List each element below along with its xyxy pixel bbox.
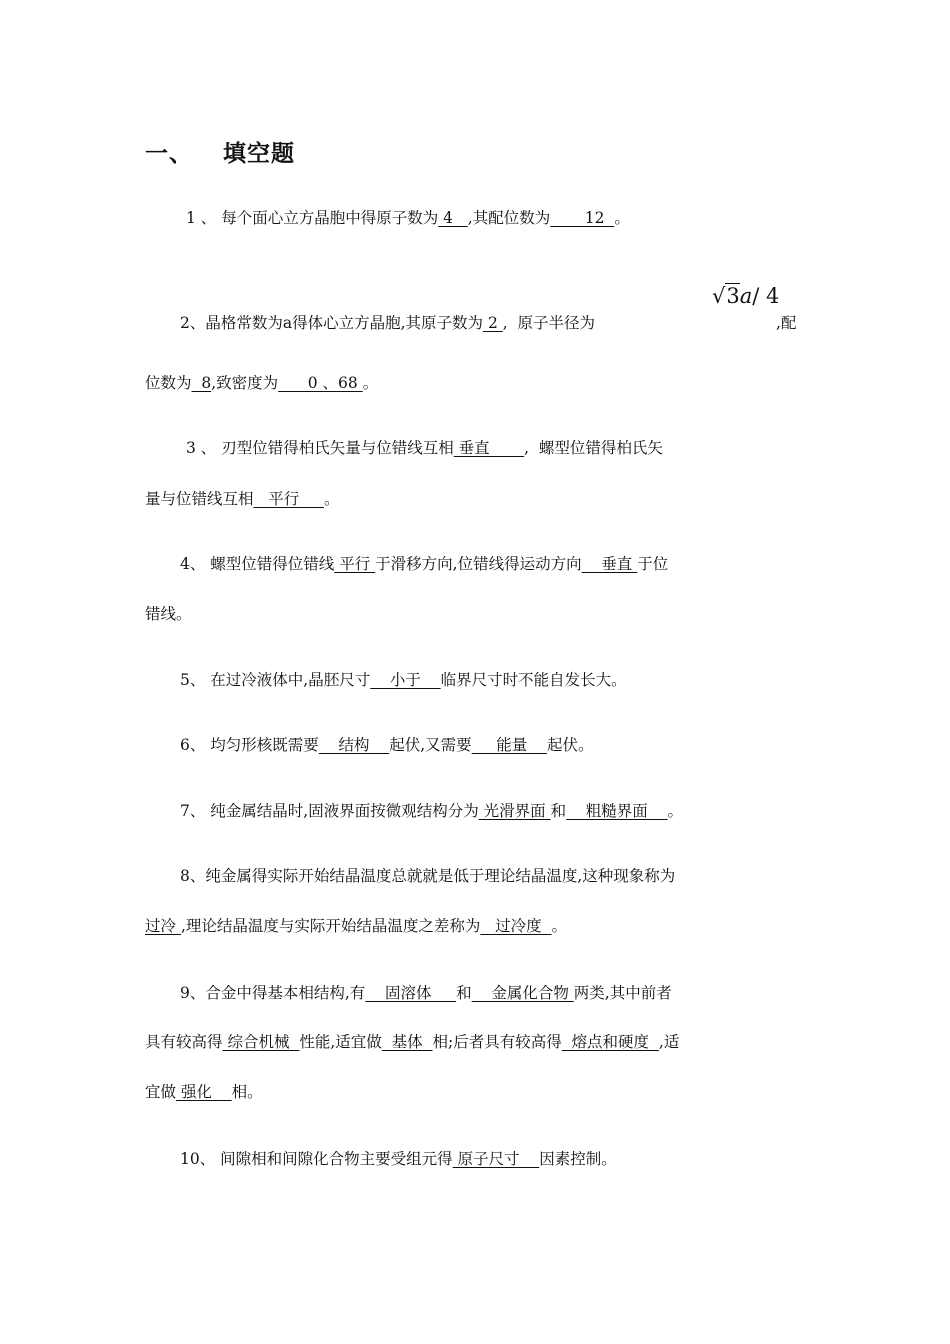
q9-text: 9、合金中得基本相结构,有 xyxy=(180,984,366,1002)
sqrt-symbol: √ xyxy=(712,284,726,308)
question-2-cont xyxy=(145,373,378,393)
q2-text-line2: 位数为 xyxy=(145,374,192,392)
q2-answer-4: 0 、68 xyxy=(278,374,363,392)
q4-text: 4、 螺型位错得位错线 xyxy=(180,555,335,573)
formula-variable: a xyxy=(739,284,753,308)
q2-answer-3: 8 xyxy=(191,374,212,392)
question-6 xyxy=(180,735,594,755)
q6-answer-2: 能量 xyxy=(471,736,547,754)
question-8 xyxy=(180,866,675,886)
q4-text-end1: 于位 xyxy=(637,555,669,573)
q7-answer-1: 光滑界面 xyxy=(478,802,551,820)
section-number: 一、 xyxy=(145,141,193,167)
question-10 xyxy=(180,1149,617,1169)
atomic-radius-formula xyxy=(712,284,779,308)
q1-text-end: 。 xyxy=(614,209,630,227)
q1-text: 1 、 每个面心立方晶胞中得原子数为 xyxy=(186,209,439,227)
q4-text-mid: 于滑移方向,位错线得运动方向 xyxy=(375,555,582,573)
q9-answer-5: 熔点和硬度 xyxy=(561,1033,659,1051)
q9-answer-1: 固溶体 xyxy=(365,984,457,1002)
q7-text-mid: 和 xyxy=(550,802,567,820)
q10-text-end: 因素控制。 xyxy=(539,1150,617,1168)
formula-denominator: / 4 xyxy=(752,284,780,308)
q3-text-line2: 量与位错线互相 xyxy=(145,490,254,508)
question-7 xyxy=(180,801,683,821)
q9-text-end2: ,适 xyxy=(658,1033,680,1051)
q3-text-end: 。 xyxy=(323,490,340,508)
q3-answer-2: 平行 xyxy=(253,490,324,508)
q6-text: 6、 均匀形核既需要 xyxy=(180,736,319,754)
q1-text-mid: ,其配位数为 xyxy=(467,209,551,227)
q9-text-mid1: 和 xyxy=(456,984,472,1002)
q4-answer-1: 平行 xyxy=(334,555,376,573)
q2-text-end2: 。 xyxy=(362,374,379,392)
question-9 xyxy=(180,983,672,1003)
formula-radicand: 3 xyxy=(726,284,740,308)
q8-text-mid: ,理论结晶温度与实际开始结晶温度之差称为 xyxy=(180,917,481,935)
q5-answer-1: 小于 xyxy=(370,671,441,689)
section-title: 填空题 xyxy=(223,141,295,167)
question-8-cont xyxy=(145,916,567,936)
q10-text: 10、 间隙相和间隙化合物主要受组元得 xyxy=(180,1150,453,1168)
q1-answer-2: 12 xyxy=(550,209,615,227)
question-9-cont2 xyxy=(145,1082,263,1102)
q8-answer-1: 过冷 xyxy=(145,917,181,935)
q9-text-line2: 具有较高得 xyxy=(145,1033,223,1051)
q9-answer-3: 综合机械 xyxy=(222,1033,300,1051)
q9-text-end1: 两类,其中前者 xyxy=(573,984,672,1002)
question-4 xyxy=(180,554,668,574)
question-3-cont xyxy=(145,489,339,509)
q6-answer-1: 结构 xyxy=(318,736,390,754)
q9-text-mid3: 相;后者具有较高得 xyxy=(432,1033,562,1051)
q8-text-end: 。 xyxy=(551,917,568,935)
q2-text: 2、晶格常数为a得体心立方晶胞,其原子数为 xyxy=(180,314,484,332)
q9-text-line3: 宜做 xyxy=(145,1083,177,1101)
q4-text-line2: 错线。 xyxy=(145,605,192,623)
q8-answer-2: 过冷度 xyxy=(480,917,552,935)
q10-answer-1: 原子尺寸 xyxy=(452,1150,540,1168)
q1-answer-1: 4 xyxy=(438,209,468,227)
q2-text-end1: ,配 xyxy=(776,314,797,332)
q7-text: 7、 纯金属结晶时,固液界面按微观结构分为 xyxy=(180,802,479,820)
q2-text-mid2: ,致密度为 xyxy=(211,374,279,392)
q2-answer-1: 2 xyxy=(483,314,503,332)
question-5 xyxy=(180,670,627,690)
q8-text: 8、纯金属得实际开始结晶温度总就就是低于理论结晶温度,这种现象称为 xyxy=(180,867,676,885)
q2-text-mid: , 原子半径为 xyxy=(502,314,596,332)
q4-answer-2: 垂直 xyxy=(581,555,638,573)
question-1 xyxy=(186,208,630,228)
q3-text-mid: , 螺型位错得柏氏矢 xyxy=(524,439,663,457)
q9-text-mid2: 性能,适宜做 xyxy=(299,1033,382,1051)
q9-answer-6: 强化 xyxy=(176,1083,232,1101)
q9-answer-4: 基体 xyxy=(381,1033,433,1051)
q9-text-end3: 相。 xyxy=(231,1083,263,1101)
question-2 xyxy=(180,313,595,333)
q6-text-end: 起伏。 xyxy=(547,736,594,754)
q3-text: 3 、 刃型位错得柏氏矢量与位错线互相 xyxy=(186,439,454,457)
q9-answer-2: 金属化合物 xyxy=(471,984,574,1002)
q7-text-end: 。 xyxy=(667,802,684,820)
section-heading xyxy=(145,135,295,168)
question-9-cont xyxy=(145,1032,679,1052)
q3-answer-1: 垂直 xyxy=(453,439,525,457)
q5-text: 5、 在过冷液体中,晶胚尺寸 xyxy=(180,671,371,689)
q6-text-mid: 起伏,又需要 xyxy=(389,736,472,754)
q2-line1-end xyxy=(776,313,796,333)
q5-text-end: 临界尺寸时不能自发长大。 xyxy=(440,671,627,689)
question-3 xyxy=(186,438,663,458)
question-4-cont xyxy=(145,604,192,624)
q7-answer-2: 粗糙界面 xyxy=(566,802,668,820)
